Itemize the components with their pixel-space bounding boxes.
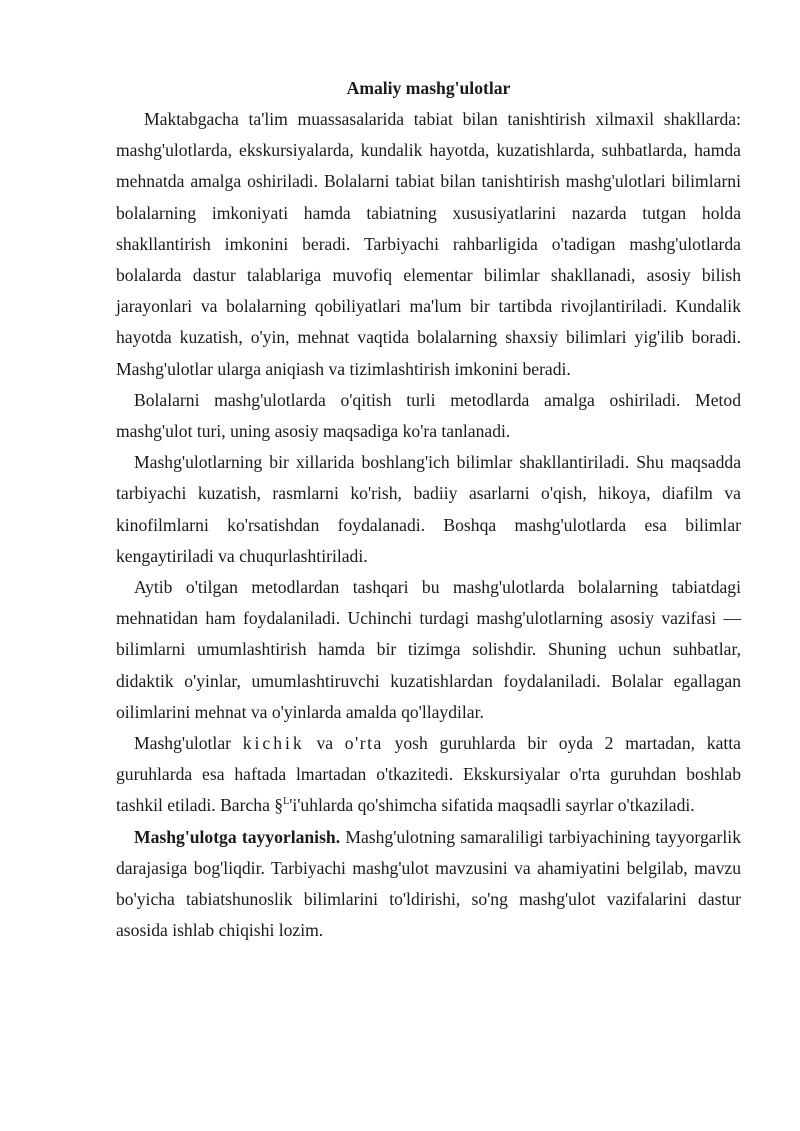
paragraph-1: Maktabgacha ta'lim muassasalarida tabiat bilan tanishtirish xilmaxil shakllarda: mashg'ulotlarda, ekskursiyalarda, kundalik hayotda, kuzatishlarda, suhbatlarda, hamda mehnatda amalga oshiriladi. Bolalarni tabiat bilan tanishtirish mashg'ulotlari bilimlarni bolalarning imkoniyati hamda tabiatning xususiyatlarini nazarda tutgan holda shakllantirish imkonini beradi. Tarbiyachi rahbarligida o'tadigan mashg'ulotlarda bolalarda dastur talablariga muvofiq elementar bilimlar shakllanadi, asosiy bilish jarayonlari va bolalarning qobiliyatlari ma'lum bir tartibda rivojlantiriladi. Kundalik hayotda kuzatish, o'yin, mehnat vaqtida bolalarning shaxsiy bilimlari yig'ilib boradi. Mashg'ulotlar ularga aniqiash va tizimlashtirish imkonini beradi. — [116, 109, 741, 379]
paragraph-2: Bolalarni mashg'ulotlarda o'qitish turli metodlarda amalga oshiriladi. Metod mashg'ulot turi, uning asosiy maqsadiga ko'ra tanlanadi. — [116, 389, 741, 442]
paragraph-6 — [116, 822, 741, 947]
document-title: Amaliy mashg'ulotlar — [346, 78, 511, 98]
section-heading-preparation: Mashg'ulotga tayyorlanish. — [134, 826, 341, 847]
superscript-mark: L — [283, 796, 290, 808]
paragraph-5-conjunction: va — [316, 733, 334, 754]
paragraph-3: Mashg'ulotlarning bir xillarida boshlang'ich bilimlar shakllantiriladi. Shu maqsadda tarbiyachi kuzatish, rasmlarni ko'rish, badiiy asarlarni o'qish, hikoya, diafilm va kinofilmlarni ko'rsatishdan foydalanadi. Boshqa mashg'ulotlarda esa bilimlar kengaytiriladi va chuqurlashtiriladi. — [116, 452, 741, 566]
paragraph-5-middle: yosh guruhlarda bir oyda 2 martadan, katta guruhlarda esa haftada lmartadan o'tkazitedi. Ekskursiyalar o'rta guruhdan boshlab tashkil etiladi. Barcha § — [116, 733, 741, 816]
spaced-word-orta: o'rta — [344, 733, 383, 754]
paragraph-5-end: 'i'uhlarda qo'shimcha sifatida maqsadli sayrlar o'tkaziladi. — [289, 795, 695, 816]
paragraph-5 — [116, 728, 741, 822]
paragraph-6-text: Mashg'ulotning samaraliligi tarbiyachining tayyorgarlik darajasiga bog'liqdir. Tarbiyachi mashg'ulot mavzusini va ahamiyatini belgilab, mavzu bo'yicha tabiatshunoslik bilimlarini to'ldirishi, so'ng mashg'ulot vazifalarini dastur asosida ishlab chiqishi lozim. — [116, 826, 741, 941]
spaced-word-kichik: kichik — [242, 733, 305, 754]
document-page — [116, 72, 741, 946]
paragraph-5-start: Mashg'ulotlar — [134, 733, 231, 754]
paragraph-4: Aytib o'tilgan metodlardan tashqari bu mashg'ulotlarda bolalarning tabiatdagi mehnatidan ham foydalaniladi. Uchinchi turdagi mashg'ulotlarning asosiy vazifasi — bilimlarni umumlashtirish hamda bir tizimga solishdir. Shuning uchun suhbatlar, didaktik o'yinlar, umumlashtiruvchi kuzatishlardan foydalaniladi. Bolalar egallagan oilimlarini mehnat va o'yinlarda amalda qo'llaydilar. — [116, 577, 741, 722]
